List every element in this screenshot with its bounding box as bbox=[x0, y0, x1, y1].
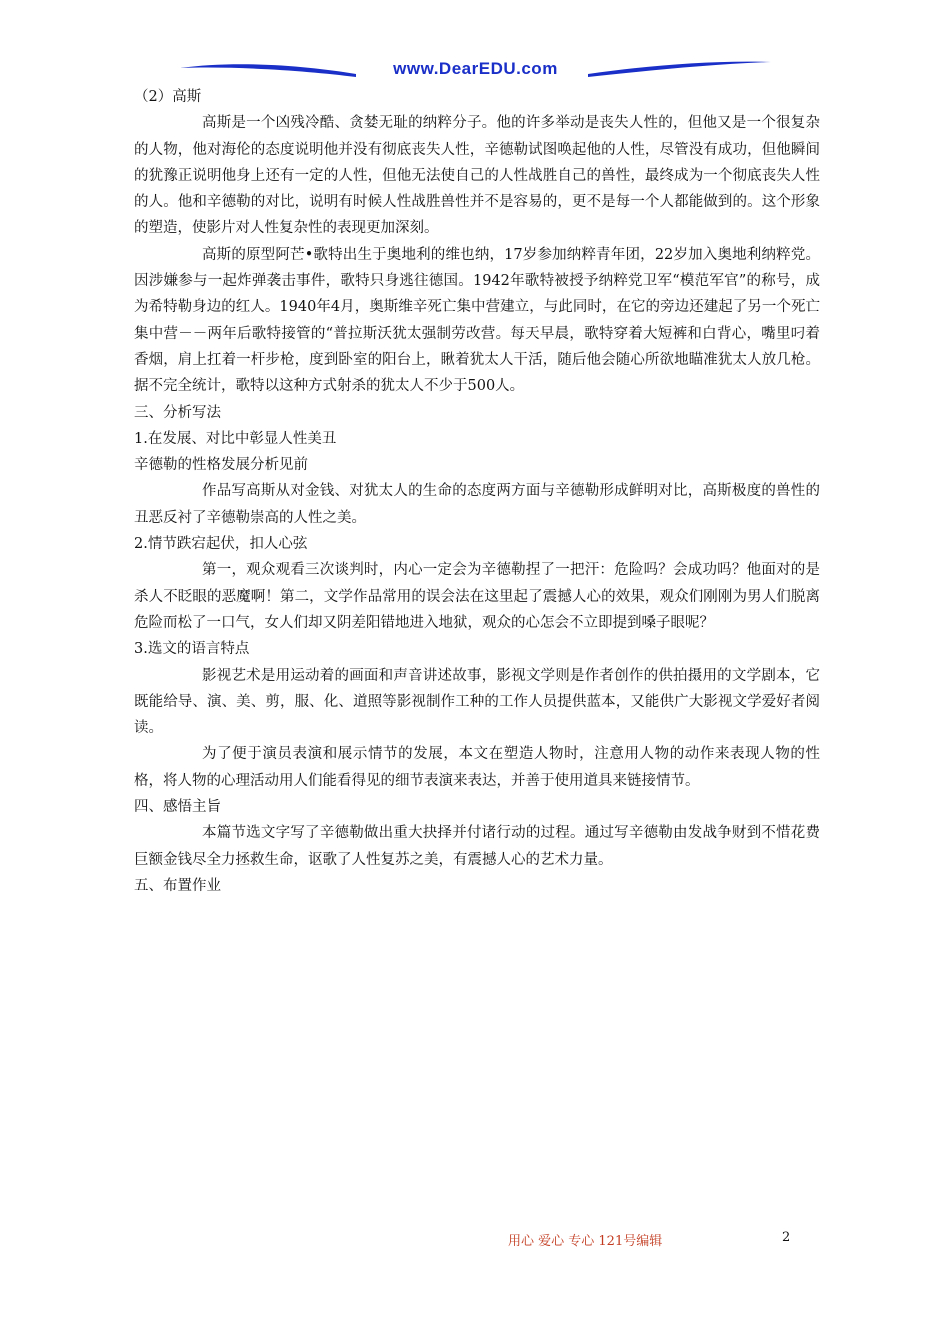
page-number: 2 bbox=[782, 1230, 791, 1245]
footer-slogan: 用心 爱心 专心 121号编辑 bbox=[508, 1234, 663, 1249]
page-footer bbox=[0, 1230, 950, 1252]
section-heading: （2）高斯 bbox=[134, 89, 202, 105]
body-paragraph: 作品写高斯从对金钱、对犹太人的生命的态度两方面与辛德勒形成鲜明对比，高斯极度的兽性的丑恶反衬了辛德勒崇高的人性之美。 bbox=[134, 483, 820, 526]
section-heading: 1.在发展、对比中彰显人性美丑 bbox=[134, 430, 337, 447]
body-paragraph: 第一，观众观看三次谈判时，内心一定会为辛德勒捏了一把汗：危险吗？会成功吗？他面对的是杀人不眨眼的恶魔啊！第二，文学作品常用的误会法在这里起了震撼人心的效果，观众们刚刚为男人们脱离危险而松了一口气，女人们却又阴差阳错地进入地狱，观众的心怎会不立即提到嗓子眼呢？ bbox=[134, 562, 820, 631]
site-logo-text: www.DearEDU.com bbox=[393, 59, 558, 78]
section-heading: 2.情节跌宕起伏，扣人心弦 bbox=[134, 536, 308, 553]
section-heading: 辛德勒的性格发展分析见前 bbox=[134, 457, 308, 474]
body-paragraph: 本篇节选文字写了辛德勒做出重大抉择并付诸行动的过程。通过写辛德勒由发战争财到不惜花费巨额金钱尽全力拯救生命，讴歌了人性复苏之美，有震撼人心的艺术力量。 bbox=[134, 825, 820, 868]
body-paragraph: 影视艺术是用运动着的画面和声音讲述故事，影视文学则是作者创作的供拍摄用的文学剧本，它既能给导、演、美、剪，服、化、道照等影视制作工种的工作人员提供蓝本，又能供广大影视文学爱好者阅读。 bbox=[134, 667, 820, 737]
body-paragraph: 高斯的原型阿芒•歌特出生于奥地利的维也纳，17岁参加纳粹青年团，22岁加入奥地利纳粹党。因涉嫌参与一起炸弹袭击事件，歌特只身逃往德国。1942年歌特被授予纳粹党卫军“模范军官”的称号，成为希特勒身边的红人。1940年4月，奥斯维辛死亡集中营建立，与此同时，在它的旁边还建起了另一个死亡集中营－－两年后歌特接管的“普拉斯沃犹太强制劳改营。每天早晨，歌特穿着大短裤和白背心，嘴里叼着香烟，肩上扛着一杆步枪，度到卧室的阳台上，瞅着犹太人干活，随后他会随心所欲地瞄准犹太人放几枪。据不完全统计，歌特以这种方式射杀的犹太人不少于500人。 bbox=[134, 246, 820, 395]
page-header bbox=[178, 58, 773, 82]
section-heading: 三、分析写法 bbox=[134, 404, 221, 421]
section-heading: 五、布置作业 bbox=[134, 877, 221, 894]
section-heading: 四、感悟主旨 bbox=[134, 799, 221, 816]
body-paragraph: 为了便于演员表演和展示情节的发展，本文在塑造人物时，注意用人物的动作来表现人物的性格，将人物的心理活动用人们能看得见的细节表演来表达，并善于使用道具来链接情节。 bbox=[134, 746, 820, 789]
body-paragraph: 高斯是一个凶残冷酷、贪婪无耻的纳粹分子。他的许多举动是丧失人性的，但他又是一个很复杂的人物，他对海伦的态度说明他并没有彻底丧失人性，辛德勒试图唤起他的人性，尽管没有成功，但他瞬间的犹豫正说明他身上还有一定的人性，但他无法使自己的人性战胜自己的兽性，最终成为一个彻底丧失人性的人。他和辛德勒的对比，说明有时候人性战胜兽性并不是容易的，更不是每一个人都能做到的。这个形象的塑造，使影片对人性复杂性的表现更加深刻。 bbox=[134, 115, 820, 237]
document-body bbox=[134, 84, 820, 899]
section-heading: 3.选文的语言特点 bbox=[134, 641, 250, 658]
